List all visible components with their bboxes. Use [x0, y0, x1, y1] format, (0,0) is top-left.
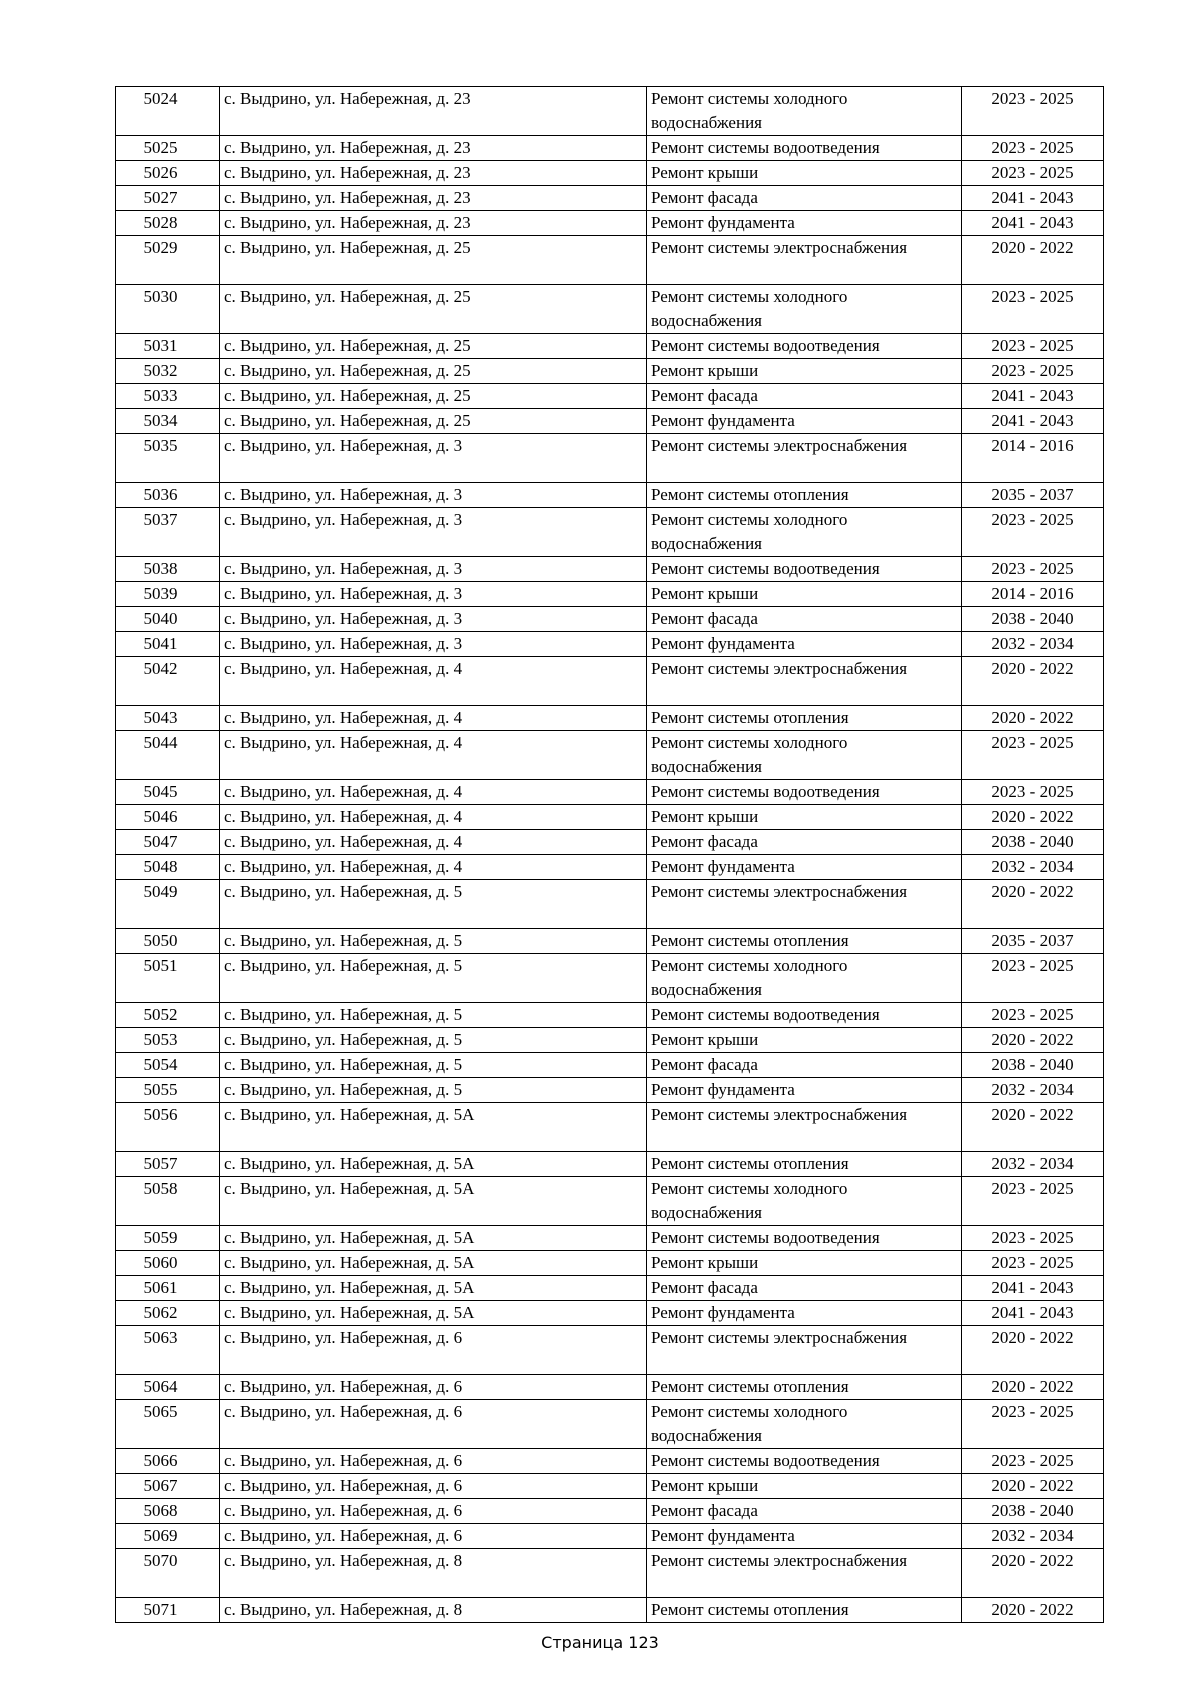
cell-period: 2023 - 2025: [962, 87, 1104, 136]
cell-period: 2041 - 2043: [962, 1301, 1104, 1326]
cell-address: с. Выдрино, ул. Набережная, д. 5А: [220, 1177, 647, 1226]
cell-number: 5024: [116, 87, 220, 136]
cell-period: 2041 - 2043: [962, 384, 1104, 409]
cell-period: 2032 - 2034: [962, 632, 1104, 657]
table-row: [116, 1152, 1104, 1177]
cell-number: 5060: [116, 1251, 220, 1276]
table-row: [116, 136, 1104, 161]
cell-period: 2023 - 2025: [962, 557, 1104, 582]
cell-number: 5051: [116, 954, 220, 1003]
table-row: [116, 236, 1104, 285]
cell-number: 5047: [116, 830, 220, 855]
table-row: [116, 830, 1104, 855]
cell-period: 2023 - 2025: [962, 359, 1104, 384]
cell-address: с. Выдрино, ул. Набережная, д. 6: [220, 1524, 647, 1549]
cell-period: 2023 - 2025: [962, 1003, 1104, 1028]
table-row: [116, 1549, 1104, 1598]
cell-address: с. Выдрино, ул. Набережная, д. 3: [220, 607, 647, 632]
cell-number: 5033: [116, 384, 220, 409]
cell-number: 5027: [116, 186, 220, 211]
cell-address: с. Выдрино, ул. Набережная, д. 5А: [220, 1226, 647, 1251]
cell-period: 2038 - 2040: [962, 607, 1104, 632]
cell-period: 2023 - 2025: [962, 780, 1104, 805]
cell-period: 2023 - 2025: [962, 954, 1104, 1003]
cell-work-type: Ремонт системы водоотведения: [647, 136, 962, 161]
table-row: [116, 731, 1104, 780]
cell-address: с. Выдрино, ул. Набережная, д. 4: [220, 780, 647, 805]
cell-period: 2023 - 2025: [962, 508, 1104, 557]
cell-address: с. Выдрино, ул. Набережная, д. 5А: [220, 1152, 647, 1177]
cell-period: 2020 - 2022: [962, 1326, 1104, 1375]
table-row: [116, 1003, 1104, 1028]
cell-period: 2020 - 2022: [962, 236, 1104, 285]
cell-address: с. Выдрино, ул. Набережная, д. 5А: [220, 1276, 647, 1301]
table-row: [116, 855, 1104, 880]
cell-work-type: Ремонт фасада: [647, 830, 962, 855]
cell-period: 2038 - 2040: [962, 830, 1104, 855]
cell-number: 5048: [116, 855, 220, 880]
cell-address: с. Выдрино, ул. Набережная, д. 6: [220, 1449, 647, 1474]
cell-address: с. Выдрино, ул. Набережная, д. 6: [220, 1375, 647, 1400]
cell-address: с. Выдрино, ул. Набережная, д. 6: [220, 1326, 647, 1375]
table-row: [116, 359, 1104, 384]
cell-number: 5043: [116, 706, 220, 731]
table-row: [116, 1598, 1104, 1623]
cell-address: с. Выдрино, ул. Набережная, д. 5: [220, 1078, 647, 1103]
cell-work-type: Ремонт фундамента: [647, 855, 962, 880]
cell-period: 2023 - 2025: [962, 136, 1104, 161]
table-body: [116, 87, 1104, 1623]
cell-work-type: Ремонт системы холодного водоснабжения: [647, 508, 962, 557]
cell-work-type: Ремонт системы электроснабжения: [647, 1103, 962, 1152]
cell-period: 2020 - 2022: [962, 880, 1104, 929]
cell-number: 5040: [116, 607, 220, 632]
cell-number: 5041: [116, 632, 220, 657]
cell-address: с. Выдрино, ул. Набережная, д. 3: [220, 508, 647, 557]
cell-period: 2041 - 2043: [962, 211, 1104, 236]
cell-address: с. Выдрино, ул. Набережная, д. 5: [220, 1053, 647, 1078]
table-row: [116, 434, 1104, 483]
table-row: [116, 1276, 1104, 1301]
cell-work-type: Ремонт системы холодного водоснабжения: [647, 1400, 962, 1449]
cell-address: с. Выдрино, ул. Набережная, д. 8: [220, 1598, 647, 1623]
cell-work-type: Ремонт системы водоотведения: [647, 1226, 962, 1251]
cell-period: 2032 - 2034: [962, 1078, 1104, 1103]
cell-work-type: Ремонт фасада: [647, 1276, 962, 1301]
cell-number: 5058: [116, 1177, 220, 1226]
cell-work-type: Ремонт крыши: [647, 1028, 962, 1053]
cell-address: с. Выдрино, ул. Набережная, д. 3: [220, 557, 647, 582]
cell-work-type: Ремонт системы электроснабжения: [647, 880, 962, 929]
cell-period: 2038 - 2040: [962, 1053, 1104, 1078]
cell-address: с. Выдрино, ул. Набережная, д. 3: [220, 434, 647, 483]
cell-address: с. Выдрино, ул. Набережная, д. 5: [220, 1003, 647, 1028]
cell-number: 5046: [116, 805, 220, 830]
cell-address: с. Выдрино, ул. Набережная, д. 6: [220, 1474, 647, 1499]
cell-period: 2041 - 2043: [962, 186, 1104, 211]
cell-address: с. Выдрино, ул. Набережная, д. 4: [220, 830, 647, 855]
cell-address: с. Выдрино, ул. Набережная, д. 4: [220, 706, 647, 731]
cell-number: 5031: [116, 334, 220, 359]
cell-address: с. Выдрино, ул. Набережная, д. 5: [220, 880, 647, 929]
cell-number: 5068: [116, 1499, 220, 1524]
table-row: [116, 1400, 1104, 1449]
page-number: Страница 123: [541, 1633, 659, 1652]
cell-number: 5061: [116, 1276, 220, 1301]
table-row: [116, 657, 1104, 706]
cell-period: 2014 - 2016: [962, 582, 1104, 607]
cell-work-type: Ремонт системы водоотведения: [647, 780, 962, 805]
cell-address: с. Выдрино, ул. Набережная, д. 5: [220, 929, 647, 954]
table-row: [116, 384, 1104, 409]
cell-address: с. Выдрино, ул. Набережная, д. 4: [220, 657, 647, 706]
table-row: [116, 1078, 1104, 1103]
cell-number: 5053: [116, 1028, 220, 1053]
cell-address: с. Выдрино, ул. Набережная, д. 23: [220, 186, 647, 211]
cell-number: 5028: [116, 211, 220, 236]
cell-work-type: Ремонт системы электроснабжения: [647, 434, 962, 483]
cell-work-type: Ремонт системы отопления: [647, 483, 962, 508]
cell-work-type: Ремонт системы водоотведения: [647, 1003, 962, 1028]
cell-address: с. Выдрино, ул. Набережная, д. 4: [220, 731, 647, 780]
table-row: [116, 508, 1104, 557]
table-row: [116, 87, 1104, 136]
cell-work-type: Ремонт системы холодного водоснабжения: [647, 285, 962, 334]
cell-address: с. Выдрино, ул. Набережная, д. 5А: [220, 1251, 647, 1276]
cell-number: 5045: [116, 780, 220, 805]
table-row: [116, 607, 1104, 632]
table-row: [116, 1177, 1104, 1226]
cell-work-type: Ремонт фундамента: [647, 1301, 962, 1326]
cell-period: 2023 - 2025: [962, 1251, 1104, 1276]
cell-number: 5067: [116, 1474, 220, 1499]
cell-number: 5063: [116, 1326, 220, 1375]
cell-work-type: Ремонт крыши: [647, 1251, 962, 1276]
cell-address: с. Выдрино, ул. Набережная, д. 25: [220, 409, 647, 434]
cell-number: 5034: [116, 409, 220, 434]
cell-address: с. Выдрино, ул. Набережная, д. 23: [220, 161, 647, 186]
cell-address: с. Выдрино, ул. Набережная, д. 25: [220, 236, 647, 285]
cell-address: с. Выдрино, ул. Набережная, д. 3: [220, 582, 647, 607]
cell-number: 5025: [116, 136, 220, 161]
cell-period: 2020 - 2022: [962, 1103, 1104, 1152]
table-row: [116, 557, 1104, 582]
cell-address: с. Выдрино, ул. Набережная, д. 25: [220, 285, 647, 334]
cell-address: с. Выдрино, ул. Набережная, д. 5А: [220, 1103, 647, 1152]
cell-work-type: Ремонт системы отопления: [647, 706, 962, 731]
cell-address: с. Выдрино, ул. Набережная, д. 23: [220, 136, 647, 161]
table-row: [116, 1474, 1104, 1499]
table-row: [116, 483, 1104, 508]
cell-period: 2023 - 2025: [962, 1449, 1104, 1474]
cell-number: 5038: [116, 557, 220, 582]
cell-work-type: Ремонт фундамента: [647, 1524, 962, 1549]
cell-number: 5032: [116, 359, 220, 384]
cell-work-type: Ремонт системы отопления: [647, 929, 962, 954]
cell-work-type: Ремонт системы электроснабжения: [647, 1549, 962, 1598]
cell-period: 2041 - 2043: [962, 1276, 1104, 1301]
cell-number: 5037: [116, 508, 220, 557]
cell-number: 5071: [116, 1598, 220, 1623]
cell-number: 5044: [116, 731, 220, 780]
cell-work-type: Ремонт крыши: [647, 161, 962, 186]
cell-period: 2020 - 2022: [962, 706, 1104, 731]
cell-address: с. Выдрино, ул. Набережная, д. 5: [220, 1028, 647, 1053]
cell-work-type: Ремонт фундамента: [647, 1078, 962, 1103]
cell-period: 2023 - 2025: [962, 161, 1104, 186]
table-row: [116, 1499, 1104, 1524]
table-row: [116, 186, 1104, 211]
table-row: [116, 161, 1104, 186]
cell-number: 5035: [116, 434, 220, 483]
cell-period: 2020 - 2022: [962, 1549, 1104, 1598]
table-row: [116, 1326, 1104, 1375]
cell-number: 5062: [116, 1301, 220, 1326]
cell-period: 2032 - 2034: [962, 855, 1104, 880]
cell-work-type: Ремонт системы отопления: [647, 1598, 962, 1623]
cell-address: с. Выдрино, ул. Набережная, д. 3: [220, 483, 647, 508]
cell-work-type: Ремонт системы холодного водоснабжения: [647, 1177, 962, 1226]
cell-work-type: Ремонт крыши: [647, 805, 962, 830]
cell-number: 5026: [116, 161, 220, 186]
cell-work-type: Ремонт системы электроснабжения: [647, 657, 962, 706]
cell-period: 2023 - 2025: [962, 285, 1104, 334]
repair-schedule-table: [115, 86, 1104, 1623]
cell-address: с. Выдрино, ул. Набережная, д. 6: [220, 1400, 647, 1449]
cell-work-type: Ремонт фасада: [647, 1499, 962, 1524]
cell-address: с. Выдрино, ул. Набережная, д. 4: [220, 805, 647, 830]
cell-address: с. Выдрино, ул. Набережная, д. 23: [220, 211, 647, 236]
cell-work-type: Ремонт крыши: [647, 582, 962, 607]
table-row: [116, 1053, 1104, 1078]
cell-number: 5066: [116, 1449, 220, 1474]
cell-number: 5056: [116, 1103, 220, 1152]
cell-address: с. Выдрино, ул. Набережная, д. 4: [220, 855, 647, 880]
table-row: [116, 409, 1104, 434]
cell-number: 5042: [116, 657, 220, 706]
cell-period: 2038 - 2040: [962, 1499, 1104, 1524]
cell-period: 2020 - 2022: [962, 1375, 1104, 1400]
table-row: [116, 1226, 1104, 1251]
cell-work-type: Ремонт системы электроснабжения: [647, 236, 962, 285]
cell-address: с. Выдрино, ул. Набережная, д. 25: [220, 359, 647, 384]
cell-period: 2032 - 2034: [962, 1152, 1104, 1177]
table-row: [116, 1449, 1104, 1474]
cell-number: 5049: [116, 880, 220, 929]
cell-address: с. Выдрино, ул. Набережная, д. 8: [220, 1549, 647, 1598]
table-row: [116, 706, 1104, 731]
table-row: [116, 1251, 1104, 1276]
cell-period: 2023 - 2025: [962, 1226, 1104, 1251]
cell-number: 5030: [116, 285, 220, 334]
cell-work-type: Ремонт фундамента: [647, 632, 962, 657]
cell-period: 2023 - 2025: [962, 731, 1104, 780]
cell-period: 2020 - 2022: [962, 1474, 1104, 1499]
table-row: [116, 632, 1104, 657]
cell-period: 2023 - 2025: [962, 1177, 1104, 1226]
cell-period: 2020 - 2022: [962, 805, 1104, 830]
cell-address: с. Выдрино, ул. Набережная, д. 25: [220, 384, 647, 409]
cell-address: с. Выдрино, ул. Набережная, д. 25: [220, 334, 647, 359]
cell-work-type: Ремонт крыши: [647, 1474, 962, 1499]
cell-work-type: Ремонт системы водоотведения: [647, 1449, 962, 1474]
cell-work-type: Ремонт фасада: [647, 384, 962, 409]
cell-number: 5039: [116, 582, 220, 607]
cell-number: 5052: [116, 1003, 220, 1028]
table-row: [116, 1524, 1104, 1549]
cell-work-type: Ремонт фундамента: [647, 409, 962, 434]
cell-period: 2014 - 2016: [962, 434, 1104, 483]
cell-address: с. Выдрино, ул. Набережная, д. 3: [220, 632, 647, 657]
cell-address: с. Выдрино, ул. Набережная, д. 5: [220, 954, 647, 1003]
cell-number: 5050: [116, 929, 220, 954]
cell-work-type: Ремонт фасада: [647, 607, 962, 632]
cell-number: 5054: [116, 1053, 220, 1078]
table-row: [116, 780, 1104, 805]
table-row: [116, 929, 1104, 954]
cell-work-type: Ремонт системы водоотведения: [647, 334, 962, 359]
cell-number: 5070: [116, 1549, 220, 1598]
cell-number: 5036: [116, 483, 220, 508]
cell-work-type: Ремонт системы водоотведения: [647, 557, 962, 582]
cell-work-type: Ремонт крыши: [647, 359, 962, 384]
cell-number: 5065: [116, 1400, 220, 1449]
cell-work-type: Ремонт системы холодного водоснабжения: [647, 731, 962, 780]
cell-work-type: Ремонт фундамента: [647, 211, 962, 236]
table-row: [116, 954, 1104, 1003]
cell-work-type: Ремонт фасада: [647, 1053, 962, 1078]
cell-work-type: Ремонт фасада: [647, 186, 962, 211]
table-row: [116, 1103, 1104, 1152]
table-row: [116, 334, 1104, 359]
cell-period: 2023 - 2025: [962, 1400, 1104, 1449]
cell-period: 2020 - 2022: [962, 657, 1104, 706]
cell-period: 2020 - 2022: [962, 1028, 1104, 1053]
cell-number: 5055: [116, 1078, 220, 1103]
cell-work-type: Ремонт системы холодного водоснабжения: [647, 87, 962, 136]
table-row: [116, 805, 1104, 830]
table-row: [116, 1028, 1104, 1053]
cell-period: 2023 - 2025: [962, 334, 1104, 359]
cell-number: 5059: [116, 1226, 220, 1251]
cell-address: с. Выдрино, ул. Набережная, д. 6: [220, 1499, 647, 1524]
cell-work-type: Ремонт системы электроснабжения: [647, 1326, 962, 1375]
cell-work-type: Ремонт системы отопления: [647, 1152, 962, 1177]
cell-work-type: Ремонт системы отопления: [647, 1375, 962, 1400]
table-row: [116, 211, 1104, 236]
table-row: [116, 285, 1104, 334]
cell-number: 5064: [116, 1375, 220, 1400]
cell-address: с. Выдрино, ул. Набережная, д. 23: [220, 87, 647, 136]
table-row: [116, 880, 1104, 929]
cell-number: 5057: [116, 1152, 220, 1177]
cell-work-type: Ремонт системы холодного водоснабжения: [647, 954, 962, 1003]
cell-address: с. Выдрино, ул. Набережная, д. 5А: [220, 1301, 647, 1326]
cell-number: 5029: [116, 236, 220, 285]
table-row: [116, 1301, 1104, 1326]
cell-period: 2035 - 2037: [962, 483, 1104, 508]
cell-period: 2020 - 2022: [962, 1598, 1104, 1623]
cell-period: 2041 - 2043: [962, 409, 1104, 434]
table-row: [116, 1375, 1104, 1400]
cell-period: 2032 - 2034: [962, 1524, 1104, 1549]
table-row: [116, 582, 1104, 607]
cell-period: 2035 - 2037: [962, 929, 1104, 954]
cell-number: 5069: [116, 1524, 220, 1549]
